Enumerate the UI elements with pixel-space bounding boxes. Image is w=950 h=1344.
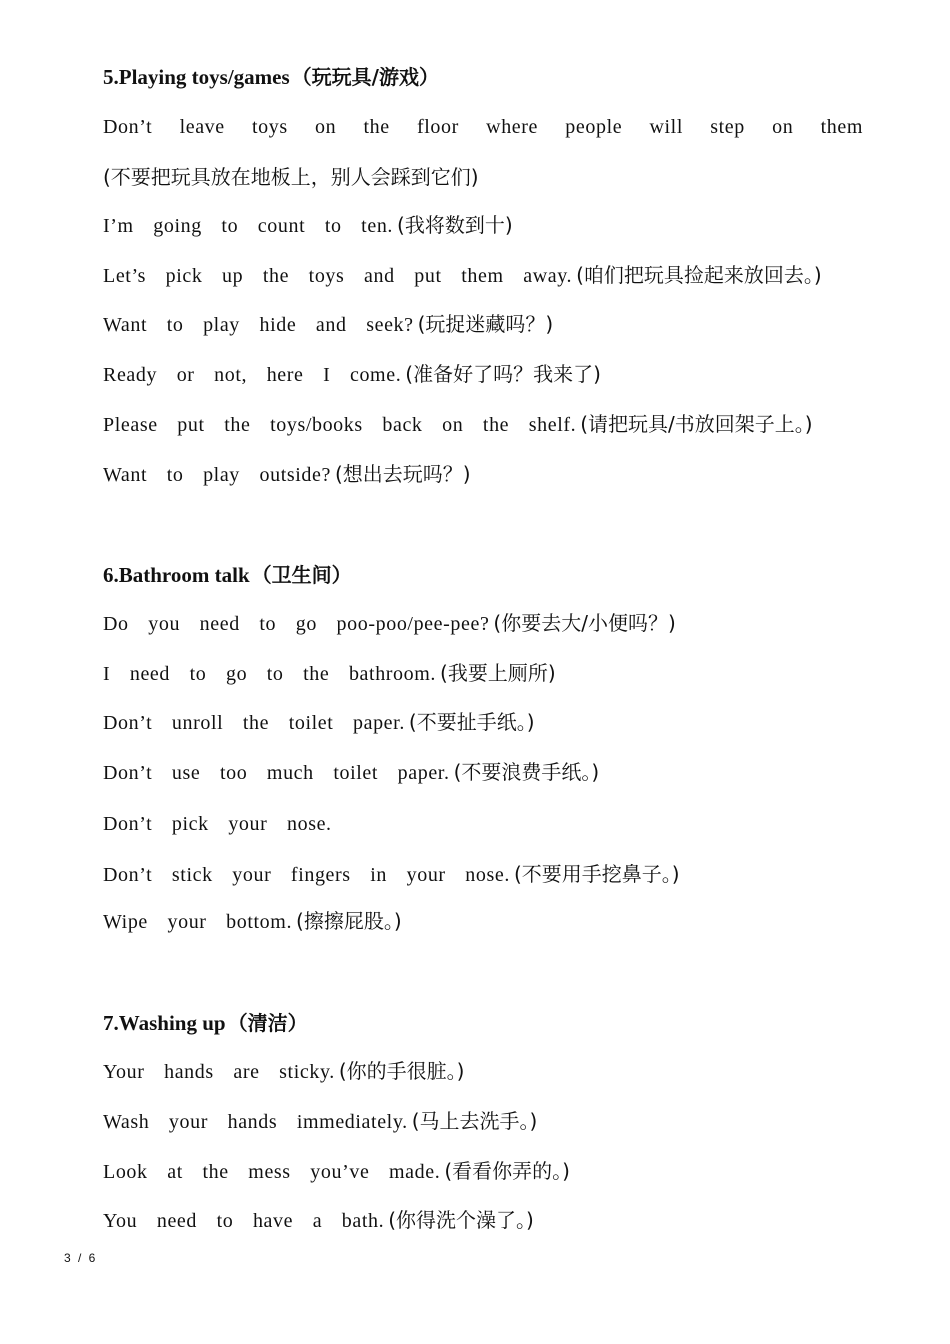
phrase-en: Please put the toys/books back on the shelf. xyxy=(103,414,577,436)
phrase-line xyxy=(103,262,822,289)
phrase-line xyxy=(103,908,402,935)
phrase-cn: (看看你弄的。) xyxy=(444,1159,570,1183)
phrase-en: You need to have a bath. xyxy=(103,1210,385,1232)
phrase-cn: (你得洗个澡了。) xyxy=(388,1208,534,1232)
phrase-en: I’m going to count to ten. xyxy=(103,215,394,237)
phrase-line xyxy=(103,1158,570,1185)
phrase-en: Want to play hide and seek? xyxy=(103,314,414,336)
phrase-line xyxy=(103,1207,534,1234)
phrase-cn: (不要扯手纸。) xyxy=(408,710,535,734)
section-title-en: 7.Washing up xyxy=(103,1011,226,1035)
phrase-en: Do you need to go poo-poo/pee-pee? xyxy=(103,613,490,635)
phrase-line xyxy=(103,1058,464,1085)
phrase-en: Want to play outside? xyxy=(103,464,331,486)
phrase-en: I need to go to the bathroom. xyxy=(103,663,437,685)
phrase-line xyxy=(103,212,513,239)
phrase-line xyxy=(103,759,599,786)
phrase-line xyxy=(103,411,813,438)
phrase-en: Your hands are sticky. xyxy=(103,1061,335,1083)
section-heading xyxy=(103,1010,308,1036)
phrase-en: Don’t leave toys on the floor where people will step on them xyxy=(103,116,863,138)
section-title-en: 5.Playing toys/games xyxy=(103,65,290,89)
phrase-cn: (我将数到十) xyxy=(397,213,513,237)
section-title-cn: （清洁） xyxy=(227,1011,308,1035)
section-heading xyxy=(103,562,352,588)
phrase-cn: (马上去洗手。) xyxy=(411,1109,538,1133)
phrase-cn: (想出去玩吗？) xyxy=(334,462,471,486)
phrase-cn: (你要去大/小便吗？) xyxy=(493,611,676,635)
phrase-line xyxy=(103,361,601,388)
phrase-en: Ready or not, here I come. xyxy=(103,364,402,386)
phrase-line xyxy=(103,114,863,140)
phrase-cn: (咱们把玩具捡起来放回去。) xyxy=(576,263,822,287)
phrase-line xyxy=(103,709,535,736)
phrase-en: Wipe your bottom. xyxy=(103,911,293,933)
phrase-translation: (不要把玩具放在地板上，别人会踩到它们) xyxy=(103,165,479,189)
phrase-line xyxy=(103,1108,537,1135)
phrase-line xyxy=(103,311,553,338)
phrase-en: Don’t use too much toilet paper. xyxy=(103,762,450,784)
phrase-cn: (你的手很脏。) xyxy=(338,1059,465,1083)
phrase-cn: (玩捉迷藏吗？) xyxy=(417,312,554,336)
phrase-line xyxy=(103,610,676,637)
phrase-en: Don’t pick your nose. xyxy=(103,813,332,835)
page-number: 3 / 6 xyxy=(64,1251,98,1265)
phrase-cn: (不要用手挖鼻子。) xyxy=(513,862,680,886)
phrase-cn: (我要上厕所) xyxy=(440,661,556,685)
phrase-line xyxy=(103,461,471,488)
phrase-cn: (请把玩具/书放回架子上。) xyxy=(580,412,813,436)
phrase-line xyxy=(103,811,332,837)
phrase-en: Don’t stick your fingers in your nose. xyxy=(103,864,510,886)
section-title-cn: （玩玩具/游戏） xyxy=(291,65,439,89)
phrase-en: Wash your hands immediately. xyxy=(103,1111,408,1133)
section-title-cn: （卫生间） xyxy=(251,563,352,587)
phrase-en: Look at the mess you’ve made. xyxy=(103,1161,441,1183)
phrase-cn: (擦擦屁股。) xyxy=(296,909,402,933)
phrase-line xyxy=(103,861,680,888)
phrase-en: Don’t unroll the toilet paper. xyxy=(103,712,405,734)
phrase-cn: (不要浪费手纸。) xyxy=(453,760,600,784)
phrase-line xyxy=(103,660,556,687)
section-heading xyxy=(103,64,439,90)
phrase-en: Let’s pick up the toys and put them away. xyxy=(103,265,573,287)
section-title-en: 6.Bathroom talk xyxy=(103,563,250,587)
phrase-cn: (准备好了吗？我来了) xyxy=(405,362,601,386)
